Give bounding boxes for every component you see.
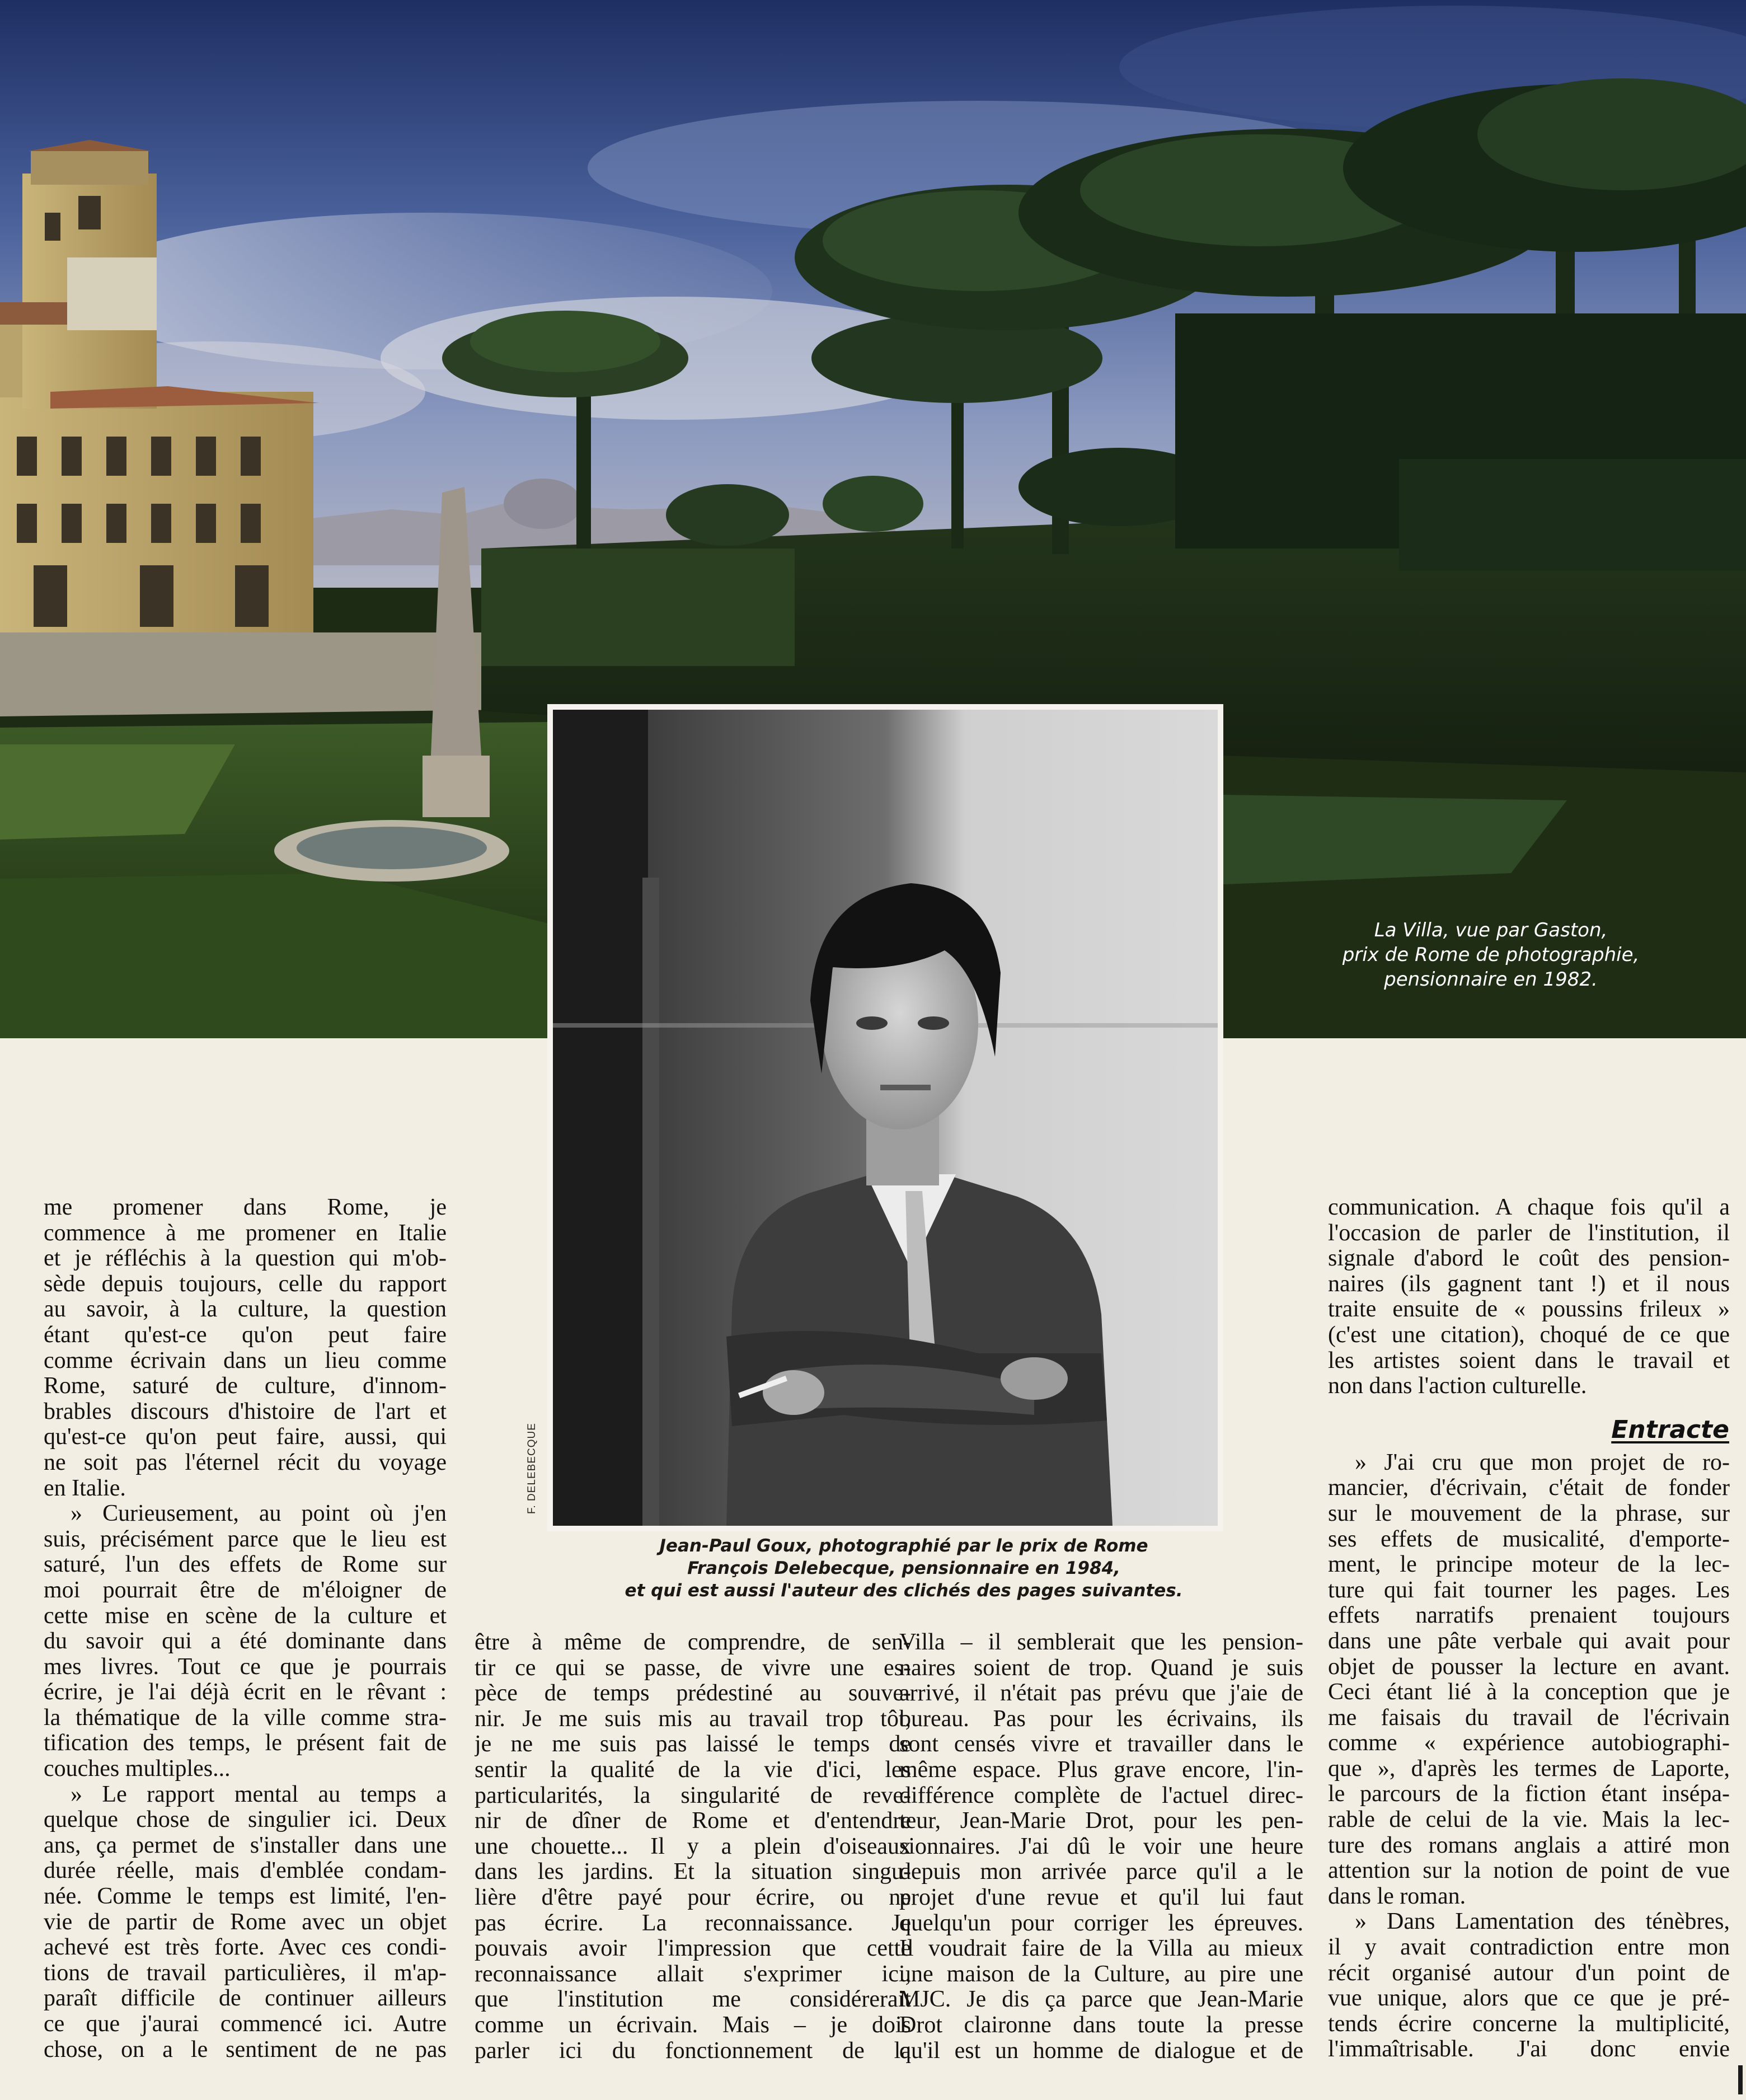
text-line: » Dans Lamentation des ténèbres, [1355,1909,1730,1935]
text-line: naires (ils gagnent tant !) et il nous [1328,1271,1730,1297]
text-line: parler ici du fonctionnement de la [475,2038,911,2064]
text-line: » Curieusement, au point où j'en [71,1501,447,1527]
text-line: achevé est très forte. Avec ces condi- [44,1935,447,1961]
villa-photo-caption [1289,918,1692,992]
portrait-photo [553,710,1218,1526]
text-line: qu'il est un homme de dialogue et de [899,2038,1303,2064]
text-line: (c'est une citation), choqué de ce que [1328,1322,1730,1348]
article-column-4 [1328,1195,1730,2062]
text-line: suis, précisément parce que le lieu est [44,1526,447,1552]
caption-line: La Villa, vue par Gaston, [1374,919,1608,941]
text-line: la thématique de la ville comme stra- [44,1705,447,1731]
text-line: sentir la qualité de la vie d'ici, les [475,1757,911,1783]
text-line: ce que j'aurai commencé ici. Autre [44,2012,447,2037]
text-line: dans le roman. [1328,1883,1466,1909]
text-line: je ne me suis pas laissé le temps de [475,1732,911,1757]
text-line: du savoir qui a été dominante dans [44,1629,447,1654]
text-line: saturé, l'un des effets de Rome sur [44,1552,447,1578]
text-line: que », d'après les termes de Laporte, [1328,1756,1730,1782]
text-line: ans, ça permet de s'installer dans une [44,1832,447,1858]
text-line: écrire, je l'ai déjà écrit en le rêvant : [44,1680,447,1705]
section-subheading: Entracte [1611,1415,1729,1444]
text-line: arrivé, il n'était pas prévu que j'aie de [899,1681,1303,1707]
text-line: que l'institution me considérerait [475,1987,911,2013]
text-line: née. Comme le temps est limité, l'en- [44,1884,447,1910]
text-line: le parcours de la fiction étant insépa- [1328,1782,1730,1807]
text-line: au savoir, à la culture, la question [44,1297,447,1323]
text-line: pèce de temps prédestiné au souve- [475,1681,911,1707]
text-line: une chouette... Il y a plein d'oiseaux [475,1834,911,1859]
text-line: comme un écrivain. Mais – je dois [475,2012,911,2038]
text-line: il y avait contradiction entre mon [1328,1935,1730,1961]
text-line: teur, Jean-Marie Drot, pour les pen- [899,1808,1303,1834]
photo-credit: F. DELEBECQUE [526,1423,538,1514]
text-line: tions de travail particulières, il m'ap- [44,1960,447,1986]
text-line: naires soient de trop. Quand je suis [899,1655,1303,1681]
text-line: Villa – il semblerait que les pension- [899,1630,1303,1655]
page-edge-mark [1738,2065,1743,2094]
text-line: comme écrivain dans un lieu comme [44,1348,447,1374]
text-line: vie de partir de Rome avec un objet [44,1909,447,1935]
text-line: ture qui fait tourner les pages. Les [1328,1577,1730,1603]
text-line: bureau. Pas pour les écrivains, ils [899,1706,1303,1732]
text-line: reconnaissance allait s'exprimer ici, [475,1961,911,1987]
text-line: Ceci étant lié à la conception que je [1328,1680,1730,1705]
text-line: mancier, d'écrivain, c'était de fonder [1328,1475,1730,1501]
text-line: non dans l'action culturelle. [1328,1374,1587,1399]
text-line: Drot claironne dans toute la presse [899,2012,1303,2038]
text-line: me faisais du travail de l'écrivain [1328,1705,1730,1731]
text-line: commence à me promener en Italie [44,1220,447,1246]
text-line: ne soit pas l'éternel récit du voyage [44,1450,447,1475]
text-line: sède depuis toujours, celle du rapport [44,1271,447,1297]
text-line: Il voudrait faire de la Villa au mieux [899,1936,1303,1962]
text-line: » Le rapport mental au temps a [71,1782,447,1807]
text-line: objet de pousser la lecture en avant. [1328,1654,1730,1680]
text-line: sionnaires. J'ai dû le voir une heure [899,1834,1303,1859]
text-line: moi pourrait être de m'éloigner de [44,1577,447,1603]
text-line: les artistes soient dans le travail et [1328,1348,1730,1374]
text-line: l'immaîtrisable. J'ai donc envie [1328,2037,1730,2062]
text-line: couches multiples... [44,1756,231,1782]
article-column-2 [475,1630,911,2064]
text-line: et je réfléchis à la question qui m'ob- [44,1246,447,1272]
caption-line: pensionnaire en 1982. [1384,968,1598,991]
text-line: durée réelle, mais d'emblée condam- [44,1858,447,1884]
text-line: communication. A chaque fois qu'il a [1328,1195,1730,1220]
text-line: ture des romans anglais a attiré mon [1328,1832,1730,1858]
text-line: quelque chose de singulier ici. Deux [44,1807,447,1833]
article-column-3 [899,1630,1303,2064]
text-line: pas écrire. La reconnaissance. Je [475,1910,911,1936]
text-line: tification des temps, le présent fait de [44,1731,447,1756]
text-line: même espace. Plus grave encore, l'in- [899,1757,1303,1783]
text-line: Rome, saturé de culture, d'innom- [44,1374,447,1399]
text-line: dans les jardins. Et la situation singu- [475,1859,911,1885]
caption-line: et qui est aussi l'auteur des clichés des pages suivantes. [625,1581,1183,1601]
text-line: quelqu'un pour corriger les épreuves. [899,1910,1303,1936]
text-line: nir de dîner de Rome et d'entendre [475,1808,911,1834]
article-column-1 [44,1195,447,2062]
text-line: pouvais avoir l'impression que cette [475,1936,911,1962]
text-line: effets narratifs prenaient toujours [1328,1603,1730,1629]
text-line: étant qu'est-ce qu'on peut faire [44,1322,447,1348]
text-line: tends écrire concerne la multiplicité, [1328,2011,1730,2037]
text-line: tir ce qui se passe, de vivre une es- [475,1655,911,1681]
text-line: signale d'abord le coût des pension- [1328,1246,1730,1272]
text-line: vue unique, alors que ce que je pré- [1328,1986,1730,2012]
text-line: traite ensuite de « poussins frileux » [1328,1297,1730,1323]
text-line: sur le mouvement de la phrase, sur [1328,1501,1730,1526]
text-line: me promener dans Rome, je [44,1195,447,1220]
text-line: dans une pâte verbale qui avait pour [1328,1628,1730,1654]
text-line: ment, le principe moteur de la lec- [1328,1552,1730,1578]
text-line: » J'ai cru que mon projet de ro- [1355,1450,1730,1475]
text-line: l'occasion de parler de l'institution, il [1328,1220,1730,1246]
text-line: attention sur la notion de point de vue [1328,1858,1730,1884]
text-line: depuis mon arrivée parce qu'il a le [899,1859,1303,1885]
text-line: rable de celui de la vie. Mais la lec- [1328,1807,1730,1833]
text-line: brables discours d'histoire de l'art et [44,1399,447,1424]
text-line: paraît difficile de continuer ailleurs [44,1986,447,2012]
text-line: cette mise en scène de la culture et [44,1603,447,1629]
text-line: une maison de la Culture, au pire une [899,1961,1303,1987]
text-line: MJC. Je dis ça parce que Jean-Marie [899,1987,1303,2013]
text-line: sont censés vivre et travailler dans le [899,1732,1303,1757]
text-line: qu'est-ce qu'on peut faire, aussi, qui [44,1424,447,1450]
caption-line: prix de Rome de photographie, [1342,944,1640,966]
text-line: en Italie. [44,1475,126,1501]
portrait-photo-caption [588,1535,1220,1602]
text-line: être à même de comprendre, de sen- [475,1630,911,1655]
text-line: nir. Je me suis mis au travail trop tôt, [475,1706,911,1732]
text-line: projet d'une revue et qu'il lui faut [899,1885,1303,1910]
text-line: lière d'être payé pour écrire, ou ne [475,1885,911,1910]
text-line: différence complète de l'actuel direc- [899,1783,1303,1808]
caption-line: François Delebecque, pensionnaire en 1984, [687,1558,1120,1578]
text-line: chose, on a le sentiment de ne pas [44,2037,447,2062]
text-line: particularités, la singularité de reve- [475,1783,911,1808]
text-line: récit organisé autour d'un point de [1328,1960,1730,1986]
caption-line: Jean-Paul Goux, photographié par le prix de Rome [659,1536,1148,1556]
text-line: comme « expérience autobiographi- [1328,1731,1730,1756]
text-line: mes livres. Tout ce que je pourrais [44,1654,447,1680]
text-line: ses effets de musicalité, d'emporte- [1328,1526,1730,1552]
